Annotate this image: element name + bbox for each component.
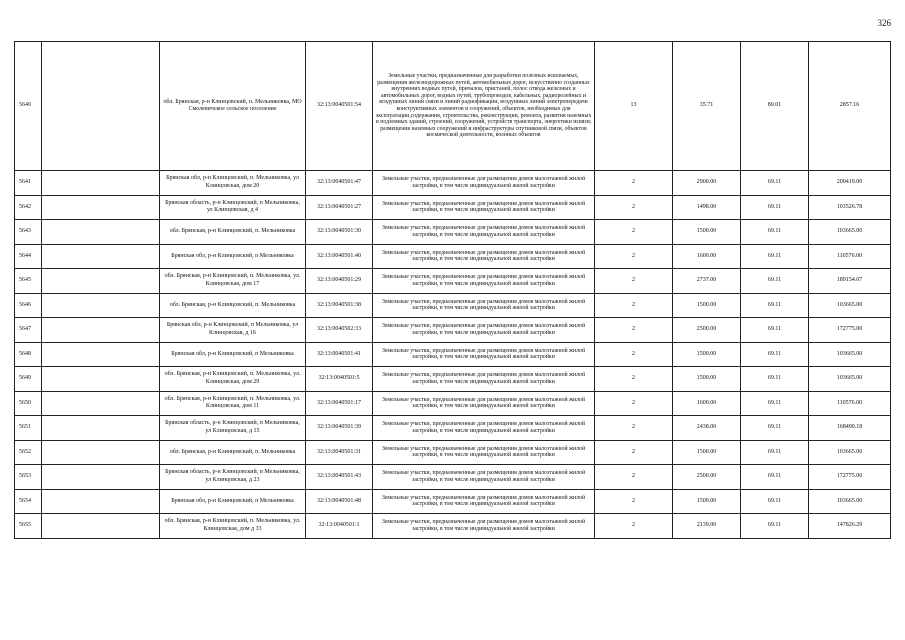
cell-group-number: 2 (595, 244, 673, 269)
page-number: 326 (877, 18, 891, 28)
table-row (15, 171, 891, 196)
cell-land-use-purpose: Земельные участки, предназначенные для размещения домов малоэтажной жилой застройки, в том числе индивидуальной жилой застройки (373, 318, 595, 343)
cell-area: 2139.00 (673, 514, 741, 539)
cell-specific-value: 69.11 (741, 391, 809, 416)
cell-cadastral-value: 103665.00 (809, 440, 891, 465)
cell-address: обл. Брянская, р-н Клинцовский, п. Мельниковка (160, 293, 306, 318)
cell-area: 35.71 (673, 42, 741, 171)
cell-blank (42, 391, 160, 416)
cell-land-use-purpose: Земельные участки, предназначенные для размещения домов малоэтажной жилой застройки, в том числе индивидуальной жилой застройки (373, 195, 595, 220)
cell-cadastral-number: 32:13:0040501:30 (306, 220, 373, 245)
cell-land-use-purpose: Земельные участки, предназначенные для размещения домов малоэтажной жилой застройки, в том числе индивидуальной жилой застройки (373, 489, 595, 514)
cell-cadastral-number: 32:13:0040501:27 (306, 195, 373, 220)
table-row (15, 416, 891, 441)
cell-group-number: 2 (595, 391, 673, 416)
table-row (15, 42, 891, 171)
cell-cadastral-number: 32:13:0040501:47 (306, 171, 373, 196)
cell-address: обл. Брянская, р-н Клинцовский, п. Мельниковка, МО Смолевичское сельское поселение (160, 42, 306, 171)
cell-land-use-purpose: Земельные участки, предназначенные для размещения домов малоэтажной жилой застройки, в том числе индивидуальной жилой застройки (373, 391, 595, 416)
cell-cadastral-value: 2857.16 (809, 42, 891, 171)
cell-specific-value: 69.11 (741, 171, 809, 196)
cell-specific-value: 69.11 (741, 342, 809, 367)
cell-cadastral-value: 110576.00 (809, 244, 891, 269)
cell-cadastral-number: 32:13:0040501:5 (306, 367, 373, 392)
cell-group-number: 2 (595, 269, 673, 294)
cell-specific-value: 69.11 (741, 514, 809, 539)
cell-land-use-purpose: Земельные участки, предназначенные для размещения домов малоэтажной жилой застройки, в том числе индивидуальной жилой застройки (373, 514, 595, 539)
cell-row-number: 5643 (15, 220, 42, 245)
cell-specific-value: 69.11 (741, 293, 809, 318)
cell-row-number: 5642 (15, 195, 42, 220)
cell-group-number: 2 (595, 489, 673, 514)
cell-cadastral-number: 32:13:0040501:31 (306, 440, 373, 465)
cell-blank (42, 220, 160, 245)
cell-row-number: 5651 (15, 416, 42, 441)
cell-cadastral-number: 32:13:0040501:17 (306, 391, 373, 416)
cell-cadastral-value: 103665.00 (809, 367, 891, 392)
cell-cadastral-number: 32:13:0040501:43 (306, 465, 373, 490)
cell-group-number: 2 (595, 318, 673, 343)
cell-address: Брянская область, р-н Клинцовский, п Мельниковка, ул Клинцовская, д 23 (160, 465, 306, 490)
cell-blank (42, 269, 160, 294)
cell-specific-value: 69.11 (741, 416, 809, 441)
cell-area: 1500.00 (673, 293, 741, 318)
cell-row-number: 5652 (15, 440, 42, 465)
cell-cadastral-value: 172775.00 (809, 465, 891, 490)
table-body (15, 42, 891, 539)
cell-specific-value: 69.11 (741, 318, 809, 343)
cell-blank (42, 293, 160, 318)
cell-cadastral-number: 32:13:0040501:29 (306, 269, 373, 294)
cell-address: Брянская область, р-н Клинцовский, п Мельниковка, ул Клинцовская, д 15 (160, 416, 306, 441)
cell-group-number: 2 (595, 220, 673, 245)
cell-address: обл. Брянская, р-н Клинцовский, п. Мельниковка (160, 440, 306, 465)
table-row (15, 465, 891, 490)
cell-area: 2900.00 (673, 171, 741, 196)
table-row (15, 514, 891, 539)
cell-cadastral-value: 147826.29 (809, 514, 891, 539)
cell-row-number: 5650 (15, 391, 42, 416)
cell-land-use-purpose: Земельные участки, предназначенные для размещения домов малоэтажной жилой застройки, в том числе индивидуальной жилой застройки (373, 269, 595, 294)
cell-specific-value: 69.11 (741, 244, 809, 269)
cell-area: 1500.00 (673, 220, 741, 245)
cell-blank (42, 244, 160, 269)
table-row (15, 244, 891, 269)
cell-row-number: 5645 (15, 269, 42, 294)
cell-group-number: 2 (595, 367, 673, 392)
cell-specific-value: 69.11 (741, 367, 809, 392)
cell-row-number: 5640 (15, 42, 42, 171)
cell-address: Брянская обл, р-н Клинцовский, п Мельниковка, ул Клинцовская, д 16 (160, 318, 306, 343)
table-row (15, 195, 891, 220)
cell-blank (42, 440, 160, 465)
cell-specific-value: 69.11 (741, 489, 809, 514)
cell-cadastral-value: 103665.00 (809, 293, 891, 318)
cell-area: 1500.00 (673, 440, 741, 465)
cell-blank (42, 342, 160, 367)
cell-address: Брянская обл, р-н Клинцовский, п Мельниковка (160, 244, 306, 269)
cell-land-use-purpose: Земельные участки, предназначенные для размещения домов малоэтажной жилой застройки, в том числе индивидуальной жилой застройки (373, 465, 595, 490)
cell-blank (42, 318, 160, 343)
table-row (15, 367, 891, 392)
cell-group-number: 2 (595, 342, 673, 367)
cell-cadastral-value: 168490.18 (809, 416, 891, 441)
cell-group-number: 2 (595, 440, 673, 465)
cell-row-number: 5644 (15, 244, 42, 269)
cell-specific-value: 69.11 (741, 465, 809, 490)
table-row (15, 220, 891, 245)
cell-address: Брянская обл, р-н Клинцовский, п Мельниковка (160, 342, 306, 367)
cell-area: 1500.00 (673, 342, 741, 367)
cell-address: Брянская обл, р-н Клинцовский, п. Мельниковка, ул Клинцовская, дом 20 (160, 171, 306, 196)
cell-area: 1500.00 (673, 489, 741, 514)
cell-row-number: 5653 (15, 465, 42, 490)
cell-specific-value: 69.11 (741, 269, 809, 294)
cell-cadastral-value: 189154.07 (809, 269, 891, 294)
table-row (15, 440, 891, 465)
cell-blank (42, 195, 160, 220)
cell-area: 2500.00 (673, 318, 741, 343)
cell-cadastral-number: 32:13:0040501:41 (306, 342, 373, 367)
table-row (15, 269, 891, 294)
cell-area: 2737.00 (673, 269, 741, 294)
cell-cadastral-value: 103665.00 (809, 220, 891, 245)
cell-address: обл. Брянская, р-н Клинцовский, п. Мельниковка (160, 220, 306, 245)
cell-land-use-purpose: Земельные участки, предназначенные для разработки полезных ископаемых, размещения железнодорожных путей, автомобильных дорог, искусственно созданных внутренних водных путей, причалов, пристаней, полос отвода железных и автомобильных дорог, водных путей, трубопроводов, кабельных, радиорелейных и воздушных линий связи и линий радиофикации, воздушных линий электропередачи конструктивных элементов и сооружений, объектов, необходимых для эксплуатации,содержания, строительства, реконструкции, ремонта, развития наземных и подземных зданий, строений, сооружений, устройств транспорта, энергетики исвязи; размещения наземных сооружений и инфраструктуры спутниковой связи, объектов космической деятельности, военных объектов (373, 42, 595, 171)
cell-row-number: 5647 (15, 318, 42, 343)
cell-land-use-purpose: Земельные участки, предназначенные для размещения домов малоэтажной жилой застройки, в том числе индивидуальной жилой застройки (373, 293, 595, 318)
cell-land-use-purpose: Земельные участки, предназначенные для размещения домов малоэтажной жилой застройки, в том числе индивидуальной жилой застройки (373, 440, 595, 465)
cell-cadastral-value: 103665.00 (809, 342, 891, 367)
cell-group-number: 2 (595, 514, 673, 539)
cell-cadastral-value: 110576.00 (809, 391, 891, 416)
cell-row-number: 5654 (15, 489, 42, 514)
cell-area: 1600.00 (673, 391, 741, 416)
cell-address: обл. Брянская, р-н Клинцовский, п. Мельниковка, ул. Клинцовская, дом 11 (160, 391, 306, 416)
cell-row-number: 5641 (15, 171, 42, 196)
cell-cadastral-value: 200419.00 (809, 171, 891, 196)
cell-group-number: 13 (595, 42, 673, 171)
cell-blank (42, 416, 160, 441)
cell-cadastral-value: 103665.00 (809, 489, 891, 514)
cell-blank (42, 514, 160, 539)
cell-area: 1498.00 (673, 195, 741, 220)
cell-cadastral-number: 32:13:0040501:40 (306, 244, 373, 269)
table-row (15, 318, 891, 343)
cell-blank (42, 465, 160, 490)
table-row (15, 489, 891, 514)
cell-row-number: 5649 (15, 367, 42, 392)
cell-land-use-purpose: Земельные участки, предназначенные для размещения домов малоэтажной жилой застройки, в том числе индивидуальной жилой застройки (373, 171, 595, 196)
cell-land-use-purpose: Земельные участки, предназначенные для размещения домов малоэтажной жилой застройки, в том числе индивидуальной жилой застройки (373, 367, 595, 392)
table-row (15, 293, 891, 318)
cell-area: 2438.00 (673, 416, 741, 441)
cadastral-value-table (14, 41, 891, 539)
cell-specific-value: 69.11 (741, 195, 809, 220)
cell-cadastral-number: 32:13:0040501:54 (306, 42, 373, 171)
cell-area: 1600.00 (673, 244, 741, 269)
cell-cadastral-number: 32:13:0040502:33 (306, 318, 373, 343)
cell-blank (42, 42, 160, 171)
cell-address: Брянская обл, р-н Клинцовский, п Мельниковка (160, 489, 306, 514)
cell-group-number: 2 (595, 416, 673, 441)
cell-row-number: 5655 (15, 514, 42, 539)
cell-group-number: 2 (595, 171, 673, 196)
cell-blank (42, 489, 160, 514)
cell-address: обл. Брянская, р-н Клинцовский, п. Мельниковка, ул. Клинцовская, дом 29 (160, 367, 306, 392)
cell-blank (42, 171, 160, 196)
cell-cadastral-number: 32:13:0040501:48 (306, 489, 373, 514)
cell-row-number: 5648 (15, 342, 42, 367)
cell-address: обл. Брянская, р-н Клинцовский, п. Мельниковка, ул. Клинцовская, дом 17 (160, 269, 306, 294)
cell-land-use-purpose: Земельные участки, предназначенные для размещения домов малоэтажной жилой застройки, в том числе индивидуальной жилой застройки (373, 342, 595, 367)
cell-cadastral-number: 32:13:0040501:1 (306, 514, 373, 539)
cell-specific-value: 80.01 (741, 42, 809, 171)
cell-cadastral-number: 32:13:0040501:39 (306, 416, 373, 441)
cell-address: Брянская область, р-н Клинцовский, п Мельниковка, ул Клинцовская, д 4 (160, 195, 306, 220)
cell-land-use-purpose: Земельные участки, предназначенные для размещения домов малоэтажной жилой застройки, в том числе индивидуальной жилой застройки (373, 244, 595, 269)
cell-group-number: 2 (595, 195, 673, 220)
cell-cadastral-value: 103526.78 (809, 195, 891, 220)
cell-row-number: 5646 (15, 293, 42, 318)
cell-blank (42, 367, 160, 392)
cell-address: обл. Брянская, р-н Клинцовский, п. Мельниковка, ул. Клинцовская, дом д 33 (160, 514, 306, 539)
cell-group-number: 2 (595, 293, 673, 318)
cell-land-use-purpose: Земельные участки, предназначенные для размещения домов малоэтажной жилой застройки, в том числе индивидуальной жилой застройки (373, 416, 595, 441)
table-row (15, 391, 891, 416)
cell-specific-value: 69.11 (741, 440, 809, 465)
cell-cadastral-number: 32:13:0040501:38 (306, 293, 373, 318)
cell-land-use-purpose: Земельные участки, предназначенные для размещения домов малоэтажной жилой застройки, в том числе индивидуальной жилой застройки (373, 220, 595, 245)
cell-specific-value: 69.11 (741, 220, 809, 245)
table-row (15, 342, 891, 367)
cell-group-number: 2 (595, 465, 673, 490)
cell-area: 2500.00 (673, 465, 741, 490)
cell-area: 1500.00 (673, 367, 741, 392)
cell-cadastral-value: 172775.00 (809, 318, 891, 343)
